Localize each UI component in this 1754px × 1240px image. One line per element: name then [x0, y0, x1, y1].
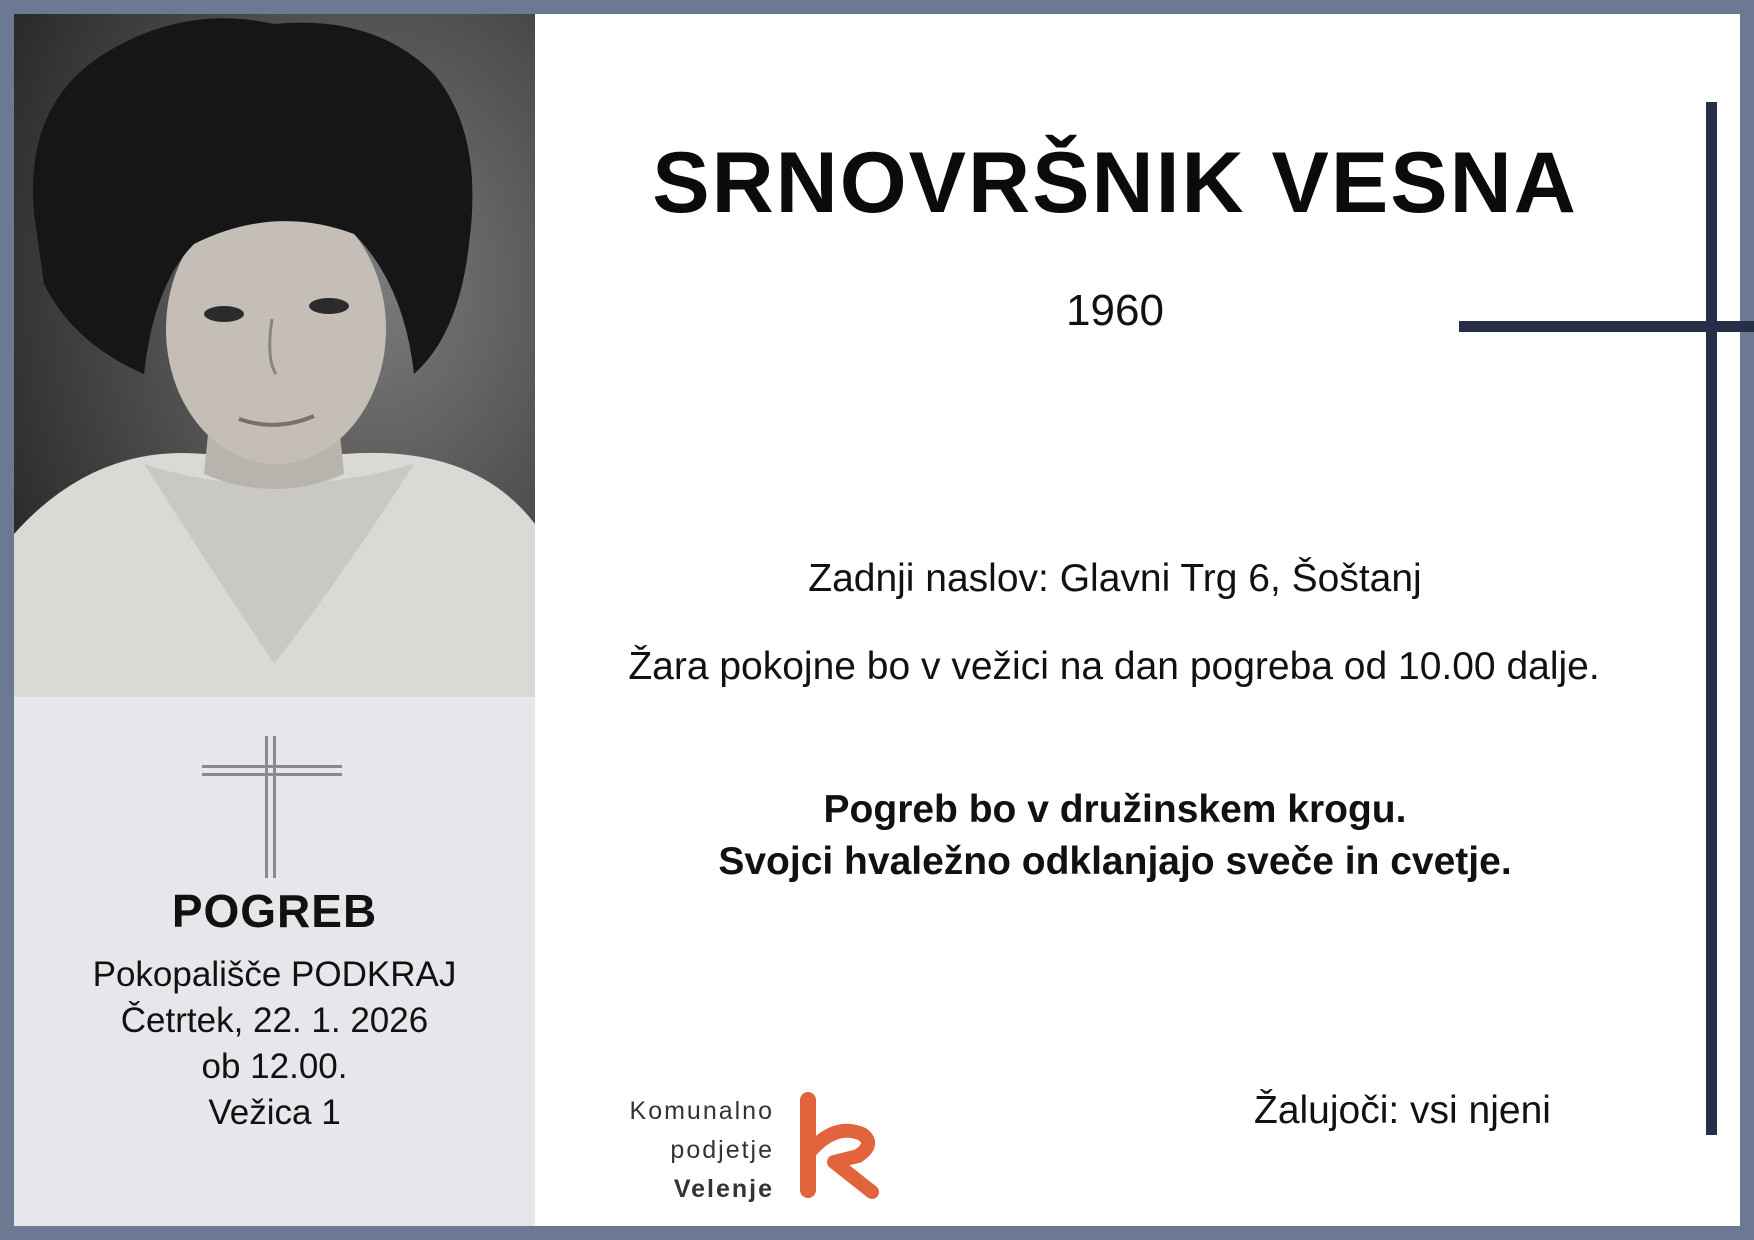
- family-note: [535, 784, 1695, 888]
- cross-icon: [1706, 102, 1717, 1135]
- company-line3: Velenje: [673, 1175, 774, 1203]
- obituary-card: [14, 14, 1740, 1226]
- funeral-location: Pokopališče PODKRAJ: [92, 955, 457, 994]
- company-line1: Komunalno: [629, 1097, 774, 1125]
- cross-icon: [202, 736, 342, 883]
- funeral-date: Četrtek, 22. 1. 2026: [120, 1001, 429, 1040]
- family-note-line1: Pogreb bo v družinskem krogu.: [823, 788, 1407, 831]
- funeral-time: ob 12.00.: [201, 1047, 348, 1086]
- funeral-chapel: Vežica 1: [208, 1093, 341, 1132]
- cross-bar: [1459, 321, 1754, 332]
- portrait-photo: [14, 14, 535, 697]
- birth-year: 1960: [1066, 286, 1164, 335]
- company-name: [554, 1092, 774, 1209]
- funeral-heading: POGREB: [171, 885, 378, 937]
- left-panel: [14, 14, 535, 1226]
- family-note-line2: Svojci hvaležno odklanjajo sveče in cvetje.: [718, 840, 1512, 883]
- company-logo: [794, 1092, 884, 1207]
- company-line2: podjetje: [670, 1136, 774, 1164]
- last-address: Zadnji naslov: Glavni Trg 6, Šoštanj: [808, 557, 1422, 600]
- deceased-name: SRNOVRŠNIK VESNA: [652, 135, 1578, 231]
- mourners: Žalujoči: vsi njeni: [1254, 1089, 1551, 1132]
- urn-notice: Žara pokojne bo v vežici na dan pogreba od 10.00 dalje.: [628, 645, 1600, 688]
